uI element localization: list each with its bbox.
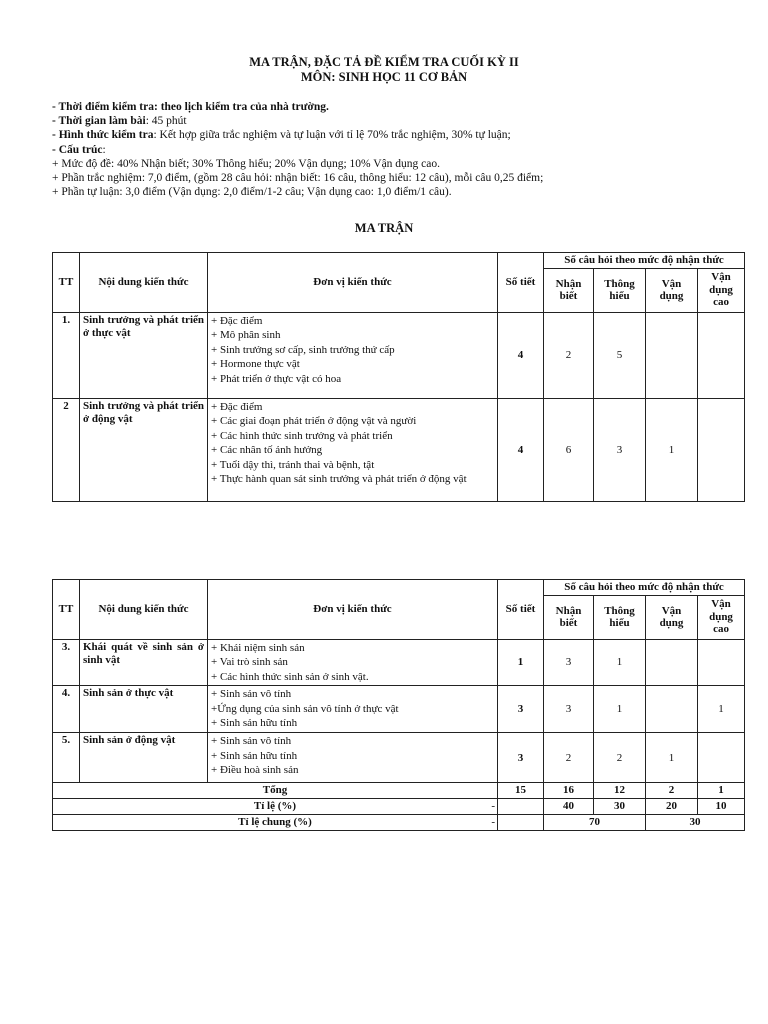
- don-vi-item: + Điều hoà sinh sản: [211, 764, 299, 777]
- header-group: Số câu hỏi theo mức độ nhận thức: [544, 253, 745, 269]
- info-text: : theo lịch kiểm tra của nhà trường.: [153, 101, 329, 113]
- total-van-dung: 2: [646, 783, 698, 799]
- header-thong-hieu: Thông hiểu: [594, 268, 646, 312]
- ratio-van-dung-cao: 10: [698, 799, 745, 815]
- info-text: + Phần tự luận: 3,0 điểm (Vận dụng: 2,0 điểm/1-2 câu; Vận dụng cao: 1,0 điểm/1 câu).: [52, 186, 452, 199]
- info-label: - Thời gian làm bài: [52, 115, 146, 128]
- table-row: [53, 312, 745, 398]
- ratio-dash: -: [491, 800, 495, 813]
- header-van-dung-cao: Vận dụng cao: [698, 595, 745, 639]
- header-so-tiet: Số tiết: [498, 253, 544, 313]
- row-nhan-biet: 2: [544, 312, 594, 398]
- row-van-dung-cao: [698, 639, 745, 686]
- don-vi-item: + Các giai đoạn phát triển ở động vật và người: [211, 415, 417, 428]
- info-line: [52, 100, 543, 114]
- ratio-so-tiet: [498, 799, 544, 815]
- table-row: [53, 639, 745, 686]
- row-van-dung-cao: [698, 733, 745, 783]
- header-thong-hieu: Thông hiểu: [594, 595, 646, 639]
- header-nhan-biet: Nhận biết: [544, 595, 594, 639]
- header-van-dung: Vận dụng: [646, 268, 698, 312]
- header-group: Số câu hỏi theo mức độ nhận thức: [544, 580, 745, 596]
- don-vi-item: + Phát triển ở thực vật có hoa: [211, 372, 342, 385]
- header-don-vi: Đơn vị kiến thức: [208, 580, 498, 640]
- header-nhan-biet: Nhận biết: [544, 268, 594, 312]
- row-so-tiet: 4: [498, 398, 544, 501]
- row-thong-hieu: 1: [594, 639, 646, 686]
- don-vi-item: + Sinh sản vô tính: [211, 688, 292, 701]
- info-text: :: [102, 143, 106, 156]
- don-vi-item: + Sinh trưởng sơ cấp, sinh trưởng thứ cấp: [211, 343, 395, 356]
- total-label: Tổng: [53, 783, 498, 799]
- info-line: [52, 128, 543, 142]
- ratio-nhan-biet: 40: [544, 799, 594, 815]
- header-tt: TT: [53, 580, 80, 640]
- row-so-tiet: 3: [498, 733, 544, 783]
- overall-ratio-row: [53, 815, 745, 831]
- header-tt: TT: [53, 253, 80, 313]
- ratio-row: [53, 799, 745, 815]
- row-so-tiet: 3: [498, 686, 544, 733]
- don-vi-item: + Sinh sản vô tính: [211, 735, 292, 748]
- ratio-label: Tỉ lệ (%): [253, 800, 297, 813]
- overall-ratio-label-cell: [53, 815, 498, 831]
- don-vi-item: + Tuổi dậy thì, tránh thai và bệnh, tật: [211, 458, 375, 471]
- total-row: [53, 783, 745, 799]
- ratio-van-dung: 20: [646, 799, 698, 815]
- header-noi-dung: Nội dung kiến thức: [80, 580, 208, 640]
- info-text: + Phần trắc nghiệm: 7,0 điểm, (gồm 28 câu hỏi: nhận biết: 16 câu, thông hiểu: 12 câu), mỗi câu 0,25 điểm;: [52, 172, 544, 185]
- row-van-dung: [646, 686, 698, 733]
- info-label: - Thời điểm kiểm tra: [52, 101, 154, 113]
- don-vi-item: + Mô phân sinh: [211, 329, 281, 342]
- row-noi-dung: Khái quát về sinh sản ở sinh vật: [80, 639, 208, 686]
- row-van-dung: 1: [646, 733, 698, 783]
- don-vi-item: + Đặc điểm: [211, 400, 263, 413]
- info-label: - Cấu trúc: [52, 143, 103, 156]
- exam-info: [52, 100, 543, 199]
- total-so-tiet: 15: [498, 783, 544, 799]
- info-line: [52, 114, 543, 128]
- overall-ratio-a: 70: [544, 815, 646, 831]
- info-label: - Hình thức kiểm tra: [52, 129, 154, 142]
- header-noi-dung: Nội dung kiến thức: [80, 253, 208, 313]
- info-line: [52, 171, 543, 185]
- info-text: : 45 phút: [145, 115, 187, 128]
- total-thong-hieu: 12: [594, 783, 646, 799]
- row-nhan-biet: 6: [544, 398, 594, 501]
- ratio-label-cell: [53, 799, 498, 815]
- row-tt: 1.: [53, 312, 80, 398]
- header-don-vi: Đơn vị kiến thức: [208, 253, 498, 313]
- total-van-dung-cao: 1: [698, 783, 745, 799]
- row-nhan-biet: 3: [544, 639, 594, 686]
- row-so-tiet: 1: [498, 639, 544, 686]
- document-subtitle: MÔN: SINH HỌC 11 CƠ BẢN: [300, 70, 468, 84]
- row-thong-hieu: 2: [594, 733, 646, 783]
- row-noi-dung: Sinh sản ở thực vật: [80, 686, 208, 733]
- row-tt: 4.: [53, 686, 80, 733]
- don-vi-item: + Thực hành quan sát sinh trưởng và phát triển ở động vật: [211, 473, 467, 486]
- row-noi-dung: Sinh trưởng và phát triển ở thực vật: [80, 312, 208, 398]
- row-tt: 2: [53, 398, 80, 501]
- don-vi-item: + Sinh sản hữu tính: [211, 717, 298, 730]
- row-nhan-biet: 2: [544, 733, 594, 783]
- ratio-thong-hieu: 30: [594, 799, 646, 815]
- info-line: [52, 143, 543, 157]
- overall-ratio-label: Tỉ lệ chung (%): [238, 816, 312, 829]
- row-van-dung: 1: [646, 398, 698, 501]
- don-vi-item: + Sinh sản hữu tính: [211, 749, 298, 762]
- row-don-vi: [208, 398, 498, 501]
- row-van-dung-cao: 1: [698, 686, 745, 733]
- header-van-dung: Vận dụng: [646, 595, 698, 639]
- row-noi-dung: Sinh sản ở động vật: [80, 733, 208, 783]
- don-vi-item: + Các nhân tố ảnh hưởng: [211, 444, 323, 457]
- row-don-vi: [208, 733, 498, 783]
- table-row: [53, 733, 745, 783]
- table-row: [53, 686, 745, 733]
- row-van-dung-cao: [698, 398, 745, 501]
- don-vi-item: + Các hình thức sinh trưởng và phát triển: [211, 429, 393, 442]
- header-van-dung-cao: Vận dụng cao: [698, 268, 745, 312]
- row-tt: 3.: [53, 639, 80, 686]
- row-thong-hieu: 5: [594, 312, 646, 398]
- row-don-vi: [208, 686, 498, 733]
- info-line: [52, 185, 543, 199]
- total-nhan-biet: 16: [544, 783, 594, 799]
- document-title: MA TRẬN, ĐẶC TẢ ĐỀ KIỂM TRA CUỐI KỲ II: [249, 55, 519, 69]
- matrix-table-2: [52, 579, 745, 831]
- section-title: MA TRẬN: [354, 221, 414, 235]
- don-vi-item: + Đặc điểm: [211, 314, 263, 327]
- row-van-dung-cao: [698, 312, 745, 398]
- row-tt: 5.: [53, 733, 80, 783]
- row-van-dung: [646, 312, 698, 398]
- row-thong-hieu: 3: [594, 398, 646, 501]
- row-don-vi: [208, 312, 498, 398]
- overall-so-tiet: [498, 815, 544, 831]
- row-noi-dung: Sinh trưởng và phát triển ở động vật: [80, 398, 208, 501]
- row-van-dung: [646, 639, 698, 686]
- don-vi-item: + Vai trò sinh sản: [211, 656, 288, 669]
- info-text: : Kết hợp giữa trắc nghiệm và tự luận với tỉ lệ 70% trắc nghiệm, 30% tự luận;: [153, 129, 511, 142]
- table-row: [53, 398, 745, 501]
- header-so-tiet: Số tiết: [498, 580, 544, 640]
- matrix-table-1: [52, 252, 745, 502]
- info-text: + Mức độ đề: 40% Nhận biết; 30% Thông hiểu; 20% Vận dụng; 10% Vận dụng cao.: [52, 157, 441, 170]
- row-so-tiet: 4: [498, 312, 544, 398]
- don-vi-item: +Ứng dụng của sinh sản vô tính ở thực vật: [211, 702, 399, 715]
- don-vi-item: + Các hình thức sinh sản ở sinh vật.: [211, 670, 369, 683]
- row-don-vi: [208, 639, 498, 686]
- overall-ratio-b: 30: [646, 815, 745, 831]
- don-vi-item: + Hormone thực vật: [211, 358, 300, 371]
- don-vi-item: + Khái niệm sinh sản: [211, 641, 305, 654]
- row-nhan-biet: 3: [544, 686, 594, 733]
- info-line: [52, 157, 543, 171]
- overall-ratio-dash: -: [491, 816, 495, 829]
- row-thong-hieu: 1: [594, 686, 646, 733]
